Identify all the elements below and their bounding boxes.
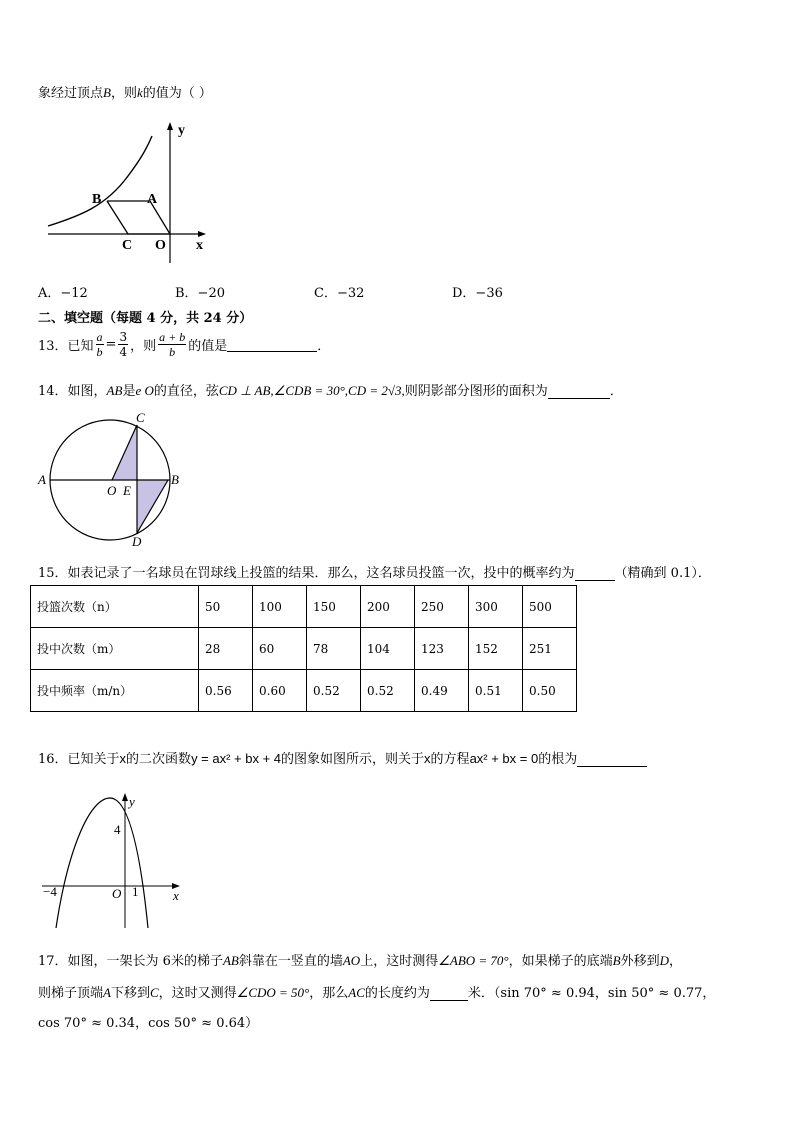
table-cell: 500 xyxy=(523,586,577,628)
q16-math-function: y = ax² + bx + 4 xyxy=(191,751,282,766)
q17-math-angle: ∠CDO = 50° xyxy=(236,985,310,1000)
q14-line xyxy=(38,380,623,399)
table-cell: 0.56 xyxy=(199,670,253,712)
q17-math: AB xyxy=(222,953,239,968)
q17-math-trig: cos 50° ≈ 0.64 xyxy=(148,1016,246,1031)
q15-answer-blank[interactable] xyxy=(575,566,615,581)
q17-text: ，这时又测得 xyxy=(158,986,237,1001)
q14-text: 是 xyxy=(122,384,136,399)
q17-math: C xyxy=(149,985,159,1000)
q16-text: 16．已知关于 xyxy=(38,752,120,767)
q14-text: 则阴影部分图形的面积为 xyxy=(404,384,548,399)
fig16-label-neg4: −4 xyxy=(43,884,57,899)
q17-text: ，如果梯子的底端 xyxy=(508,954,613,969)
q14-math-ab: AB xyxy=(106,383,123,398)
choice-b: B．−20 xyxy=(175,286,225,301)
q17-math: D xyxy=(659,953,669,968)
q13-fraction-3-over-4 xyxy=(118,330,128,359)
q14-math-condition: CD ⊥ AB,∠CDB = 30°,CD = 2√3, xyxy=(218,383,405,398)
table-header-cell: 投中频率（m/n） xyxy=(31,670,199,712)
q12-intro-text: ，则 xyxy=(110,86,137,101)
fig14-label-o: O xyxy=(107,483,117,498)
fig14-label-b: B xyxy=(171,472,179,487)
table-cell: 250 xyxy=(415,586,469,628)
q14-text: 的直径，弦 xyxy=(153,384,219,399)
fig16-label-1: 1 xyxy=(132,884,139,899)
fig12-label-y: y xyxy=(178,123,185,138)
q13-answer-blank[interactable] xyxy=(227,337,317,352)
q13-frac3-num: a + b xyxy=(159,330,186,344)
q12-var-k: k xyxy=(136,85,143,100)
table-header-cell: 投篮次数（n） xyxy=(31,586,199,628)
table-cell: 50 xyxy=(199,586,253,628)
q16-var-x: x xyxy=(424,751,431,766)
q17-text: ， xyxy=(702,986,716,1001)
table-cell: 28 xyxy=(199,628,253,670)
table-cell: 0.52 xyxy=(361,670,415,712)
q13-frac1-den: b xyxy=(96,345,103,359)
table-cell: 0.49 xyxy=(415,670,469,712)
q13-prefix: 13．已知 xyxy=(38,339,94,354)
q17-line-3 xyxy=(38,1012,258,1031)
table-cell: 251 xyxy=(523,628,577,670)
q15-data-table xyxy=(30,585,577,712)
fig12-parallelogram xyxy=(107,201,170,234)
q13-frac2-num: 3 xyxy=(119,330,128,344)
q17-text: 米．（ xyxy=(467,986,501,1001)
q17-text: 17．如图，一架长为 6米的梯子 xyxy=(38,954,223,969)
fig12-label-c: C xyxy=(122,238,133,253)
q17-answer-blank[interactable] xyxy=(430,986,468,1001)
table-cell: 152 xyxy=(469,628,523,670)
fig12-hyperbola-diagram xyxy=(40,118,220,266)
q13-mid-text: ，则 xyxy=(130,339,157,354)
table-row xyxy=(31,628,577,670)
q12-intro-text: 的值为（ ） xyxy=(142,86,212,101)
q17-text: ） xyxy=(245,1016,259,1031)
q17-math: AO xyxy=(342,953,361,968)
q16-text: 的二次函数 xyxy=(126,752,192,767)
fig16-label-o: O xyxy=(112,886,122,901)
fig12-label-o: O xyxy=(155,238,166,253)
fig12-x-arrow xyxy=(198,231,206,237)
table-cell: 300 xyxy=(469,586,523,628)
table-row xyxy=(31,586,577,628)
table-cell: 150 xyxy=(307,586,361,628)
q13-frac2-den: 4 xyxy=(119,345,128,359)
table-header-cell: 投中次数（m） xyxy=(31,628,199,670)
q13-equals: = xyxy=(105,337,117,352)
q17-text: ， xyxy=(594,986,608,1001)
choice-d: D．−36 xyxy=(452,286,503,301)
table-cell: 0.50 xyxy=(523,670,577,712)
fig14-label-a: A xyxy=(38,472,46,487)
q16-text: 的方程 xyxy=(430,752,470,767)
q16-answer-blank[interactable] xyxy=(577,752,647,767)
choice-a: A．−12 xyxy=(38,286,88,301)
q13-fraction-a-over-b xyxy=(96,330,104,359)
q16-text: 的根为 xyxy=(538,752,578,767)
q14-math-circle: e O xyxy=(135,383,154,398)
q14-end: ． xyxy=(609,384,623,399)
q12-intro-text: 象经过顶点 xyxy=(38,86,104,101)
q15-suffix: （精确到 0.1）． xyxy=(614,566,711,581)
q16-text: 的图象如图所示，则关于 xyxy=(281,752,425,767)
q13-frac3-den: b xyxy=(169,345,176,359)
fig12-label-b: B xyxy=(92,192,102,207)
table-cell: 0.51 xyxy=(469,670,523,712)
q16-math-equation: ax² + bx = 0 xyxy=(469,751,539,766)
q15-line xyxy=(38,562,711,581)
q13-fraction-sum xyxy=(158,330,186,359)
table-cell: 78 xyxy=(307,628,361,670)
fig16-label-x: x xyxy=(173,888,179,903)
q15-text: 15．如表记录了一名球员在罚球线上投篮的结果．那么，这名球员投篮一次，投中的概率约为 xyxy=(38,566,575,581)
q17-math: B xyxy=(612,953,621,968)
q17-text: 则梯子顶端 xyxy=(38,986,104,1001)
fig12-hyperbola-curve xyxy=(48,136,152,226)
fig16-parabola-curve xyxy=(56,798,148,928)
q14-prefix: 14．如图， xyxy=(38,384,107,399)
fig16-label-4: 4 xyxy=(114,822,121,837)
table-cell: 104 xyxy=(361,628,415,670)
section-title: 二、填空题（每题 4 分，共 24 分） xyxy=(38,311,253,326)
table-cell: 123 xyxy=(415,628,469,670)
table-cell: 200 xyxy=(361,586,415,628)
fig16-parabola-diagram xyxy=(40,788,190,933)
fig14-label-d: D xyxy=(132,534,142,549)
q16-line xyxy=(38,748,647,767)
table-cell: 100 xyxy=(253,586,307,628)
table-row xyxy=(31,670,577,712)
q17-math-trig: sin 70° ≈ 0.94 xyxy=(500,986,595,1001)
fig16-label-y: y xyxy=(129,794,135,809)
fig16-y-arrow xyxy=(122,793,128,801)
table-cell: 0.52 xyxy=(307,670,361,712)
q13-line xyxy=(38,330,330,359)
q17-text: 斜靠在一竖直的墙 xyxy=(238,954,343,969)
q13-frac1-num: a xyxy=(96,330,103,344)
q17-math-angle: ∠ABO = 70° xyxy=(438,953,509,968)
q17-line-1 xyxy=(38,950,682,969)
q13-suffix: 的值是 xyxy=(188,339,228,354)
table-cell: 0.60 xyxy=(253,670,307,712)
q17-text: 的长度约为 xyxy=(364,986,430,1001)
q16-var-x: x xyxy=(119,751,127,766)
q17-math: AC xyxy=(348,985,365,1000)
fig14-label-e: E xyxy=(123,483,131,498)
q14-answer-blank[interactable] xyxy=(548,384,610,399)
fig14-circle-diagram xyxy=(30,408,190,550)
q12-intro-line xyxy=(38,82,212,101)
q17-text: ，那么 xyxy=(309,986,349,1001)
fig12-label-a: A xyxy=(147,192,158,207)
q13-end: ． xyxy=(317,339,331,354)
q12-var-b: B xyxy=(103,85,111,100)
q17-math-trig: sin 50° ≈ 0.77 xyxy=(607,986,703,1001)
q17-math: A xyxy=(103,985,111,1000)
q17-text: 上，这时测得 xyxy=(360,954,439,969)
q17-text: ， xyxy=(669,954,683,969)
fig12-y-arrow xyxy=(167,122,173,130)
fig12-label-x: x xyxy=(196,238,203,253)
q17-text: 下移到 xyxy=(110,986,150,1001)
q17-math-trig: cos 70° ≈ 0.34 xyxy=(38,1016,136,1031)
q17-line-2 xyxy=(38,982,715,1001)
q17-text: 外移到 xyxy=(620,954,660,969)
fig14-label-c: C xyxy=(136,410,145,425)
table-cell: 60 xyxy=(253,628,307,670)
choice-c: C．−32 xyxy=(314,286,365,301)
q17-text: ， xyxy=(135,1016,149,1031)
